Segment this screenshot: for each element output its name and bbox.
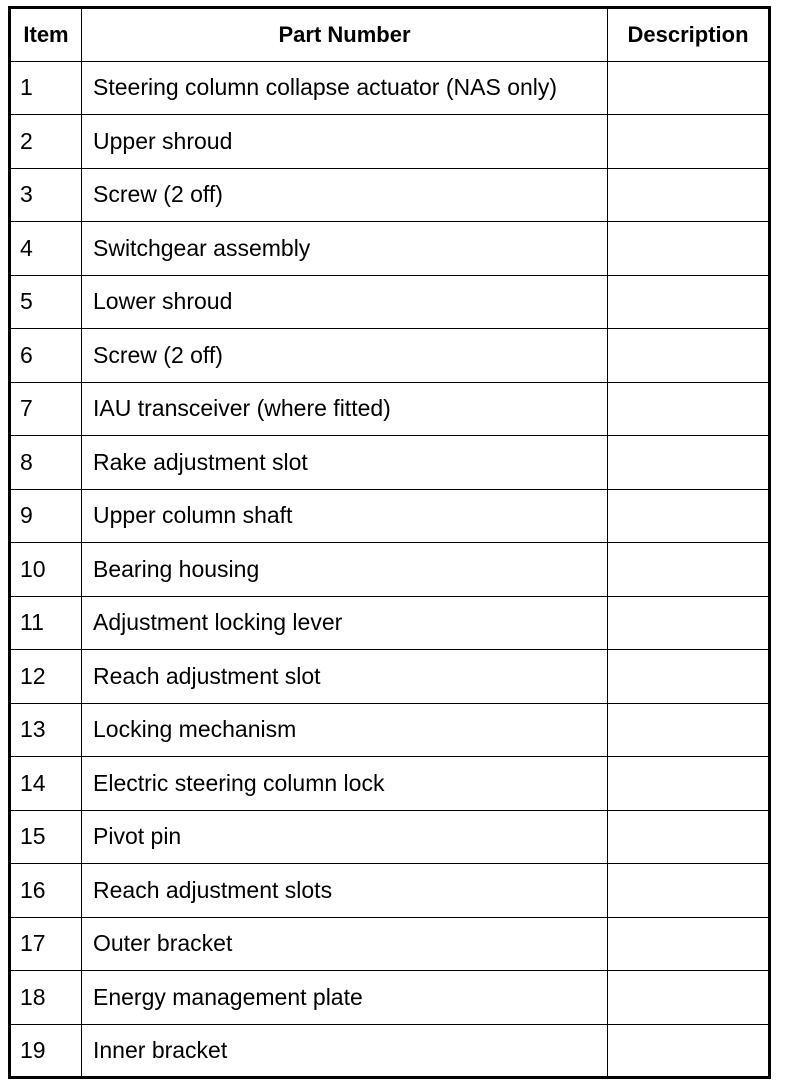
cell-description: [608, 543, 770, 597]
table-row: [10, 703, 770, 757]
cell-description: [608, 489, 770, 543]
cell-description: [608, 436, 770, 490]
cell-item: 9: [10, 489, 82, 543]
cell-part-number: Energy management plate: [82, 971, 608, 1025]
table-row: [10, 275, 770, 329]
table-row: [10, 222, 770, 276]
cell-description: [608, 275, 770, 329]
cell-part-number: Switchgear assembly: [82, 222, 608, 276]
table-row: [10, 115, 770, 169]
table-row: [10, 864, 770, 918]
cell-item: 13: [10, 703, 82, 757]
cell-part-number: Rake adjustment slot: [82, 436, 608, 490]
cell-item: 1: [10, 61, 82, 115]
cell-part-number: Outer bracket: [82, 917, 608, 971]
table-row: [10, 757, 770, 811]
cell-item: 14: [10, 757, 82, 811]
cell-description: [608, 61, 770, 115]
table-row: [10, 329, 770, 383]
table-row: [10, 1024, 770, 1078]
cell-item: 16: [10, 864, 82, 918]
table-row: [10, 382, 770, 436]
cell-item: 15: [10, 810, 82, 864]
cell-description: [608, 971, 770, 1025]
cell-item: 18: [10, 971, 82, 1025]
cell-item: 4: [10, 222, 82, 276]
cell-item: 8: [10, 436, 82, 490]
cell-item: 19: [10, 1024, 82, 1078]
cell-part-number: Steering column collapse actuator (NAS only): [82, 61, 608, 115]
parts-table: [8, 6, 771, 1079]
cell-description: [608, 917, 770, 971]
table-header-row: [10, 8, 770, 62]
cell-part-number: Reach adjustment slots: [82, 864, 608, 918]
table-row: [10, 543, 770, 597]
table-row: [10, 436, 770, 490]
table-row: [10, 168, 770, 222]
cell-description: [608, 222, 770, 276]
cell-item: 11: [10, 596, 82, 650]
cell-description: [608, 757, 770, 811]
cell-description: [608, 168, 770, 222]
cell-description: [608, 596, 770, 650]
cell-part-number: IAU transceiver (where fitted): [82, 382, 608, 436]
cell-part-number: Pivot pin: [82, 810, 608, 864]
cell-part-number: Upper column shaft: [82, 489, 608, 543]
table-row: [10, 810, 770, 864]
header-part-number: Part Number: [82, 8, 608, 62]
cell-part-number: Adjustment locking lever: [82, 596, 608, 650]
cell-description: [608, 382, 770, 436]
cell-description: [608, 1024, 770, 1078]
cell-part-number: Electric steering column lock: [82, 757, 608, 811]
cell-description: [608, 115, 770, 169]
cell-part-number: Screw (2 off): [82, 168, 608, 222]
table-row: [10, 489, 770, 543]
cell-item: 17: [10, 917, 82, 971]
cell-item: 6: [10, 329, 82, 383]
cell-description: [608, 329, 770, 383]
header-description: Description: [608, 8, 770, 62]
cell-description: [608, 650, 770, 704]
table-row: [10, 971, 770, 1025]
cell-part-number: Inner bracket: [82, 1024, 608, 1078]
cell-item: 2: [10, 115, 82, 169]
cell-part-number: Locking mechanism: [82, 703, 608, 757]
cell-description: [608, 864, 770, 918]
cell-part-number: Screw (2 off): [82, 329, 608, 383]
cell-description: [608, 810, 770, 864]
cell-description: [608, 703, 770, 757]
header-item: Item: [10, 8, 82, 62]
table-row: [10, 650, 770, 704]
cell-item: 10: [10, 543, 82, 597]
cell-part-number: Upper shroud: [82, 115, 608, 169]
cell-item: 5: [10, 275, 82, 329]
cell-part-number: Bearing housing: [82, 543, 608, 597]
cell-part-number: Lower shroud: [82, 275, 608, 329]
table-row: [10, 596, 770, 650]
cell-item: 7: [10, 382, 82, 436]
table-row: [10, 917, 770, 971]
table-row: [10, 61, 770, 115]
cell-item: 12: [10, 650, 82, 704]
cell-part-number: Reach adjustment slot: [82, 650, 608, 704]
cell-item: 3: [10, 168, 82, 222]
